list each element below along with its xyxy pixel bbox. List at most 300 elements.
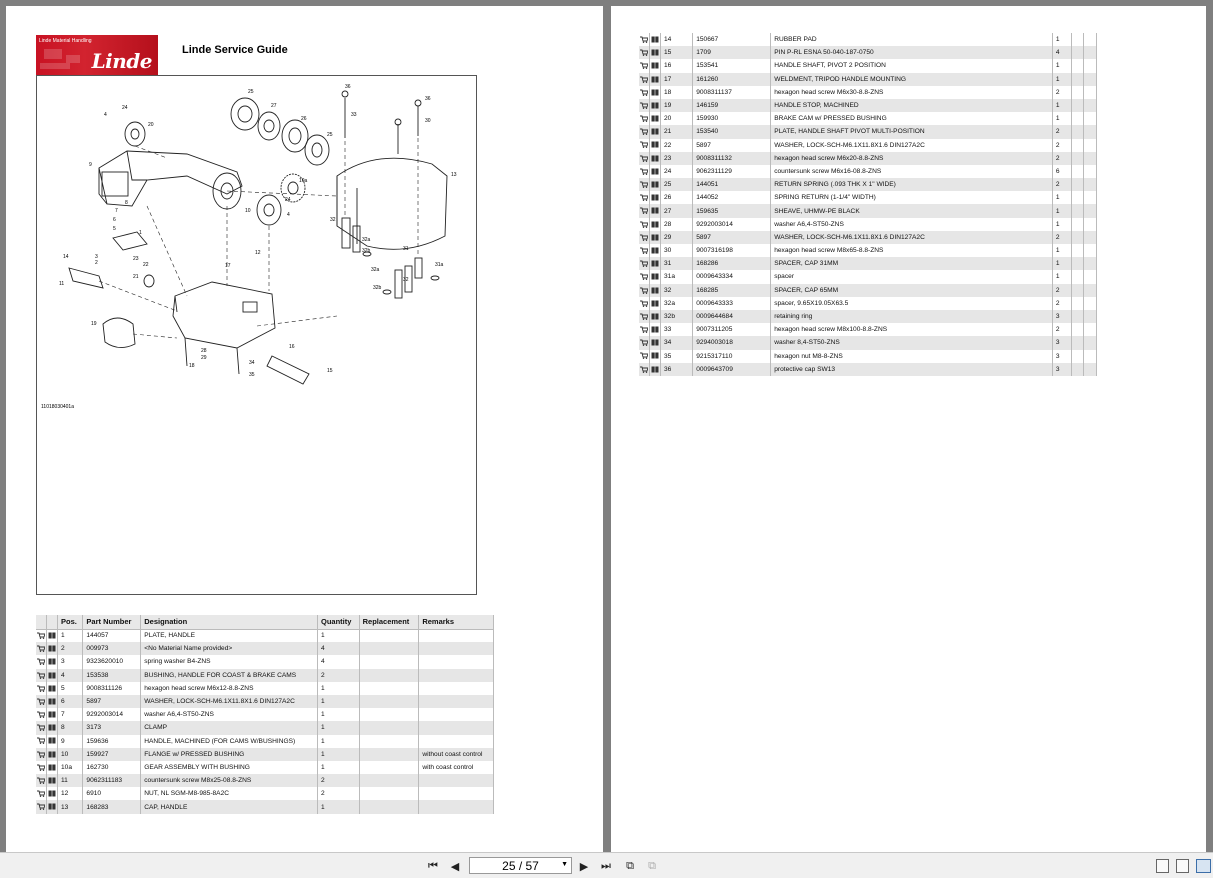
cart-icon[interactable] — [640, 62, 648, 69]
chevron-down-icon: ▼ — [561, 861, 568, 868]
table-row — [639, 125, 1097, 138]
header-quantity: Quantity — [318, 615, 360, 629]
callout-label: 9 — [89, 162, 92, 168]
spring-cam-25 — [231, 98, 259, 130]
add-to-cart-cell — [639, 125, 650, 138]
remarks-cell — [1084, 204, 1097, 217]
designation-cell: spacer — [771, 270, 1053, 283]
book-icon[interactable] — [651, 181, 659, 188]
remarks-cell — [1084, 152, 1097, 165]
single-page-view-icon[interactable] — [1156, 859, 1169, 873]
book-icon[interactable] — [651, 287, 659, 294]
table-row — [639, 99, 1097, 112]
part-number-cell: 161260 — [693, 73, 771, 86]
quantity-cell: 2 — [1052, 152, 1071, 165]
book-icon[interactable] — [651, 260, 659, 267]
book-icon[interactable] — [48, 751, 56, 758]
pivot-plate-14 — [69, 268, 103, 288]
table-row — [639, 191, 1097, 204]
pos-cell: 2 — [58, 642, 83, 655]
quantity-cell: 2 — [318, 774, 360, 787]
handle-stop-19 — [103, 318, 135, 348]
book-icon[interactable] — [48, 737, 56, 744]
book-icon[interactable] — [48, 777, 56, 784]
book-icon[interactable] — [651, 102, 659, 109]
info-cell — [650, 112, 661, 125]
table-row — [639, 59, 1097, 72]
info-cell — [47, 629, 58, 642]
callout-label: 32 — [330, 217, 336, 223]
cart-icon[interactable] — [37, 685, 45, 692]
book-icon[interactable] — [651, 247, 659, 254]
info-cell — [47, 642, 58, 655]
book-icon[interactable] — [48, 803, 56, 810]
info-cell — [47, 735, 58, 748]
replacement-cell — [1071, 99, 1084, 112]
book-icon[interactable] — [651, 128, 659, 135]
cart-icon[interactable] — [640, 181, 648, 188]
replacement-cell — [1071, 46, 1084, 59]
quantity-cell: 1 — [1052, 218, 1071, 231]
replacement-cell — [1071, 112, 1084, 125]
book-icon[interactable] — [651, 49, 659, 56]
handle-plate-box — [102, 172, 128, 196]
info-cell — [650, 204, 661, 217]
replacement-cell — [1071, 33, 1084, 46]
info-cell — [47, 721, 58, 734]
add-to-cart-cell — [639, 270, 650, 283]
add-to-cart-cell — [639, 33, 650, 46]
replacement-cell — [359, 735, 419, 748]
book-icon[interactable] — [48, 685, 56, 692]
pos-cell: 14 — [661, 33, 693, 46]
replacement-cell — [359, 655, 419, 668]
remarks-cell — [1084, 165, 1097, 178]
pos-cell: 21 — [661, 125, 693, 138]
book-icon[interactable] — [651, 300, 659, 307]
table-row — [36, 721, 494, 734]
remarks-cell — [1084, 284, 1097, 297]
callout-label: 35 — [249, 372, 255, 378]
callout-label: 2 — [95, 260, 98, 266]
info-cell — [47, 655, 58, 668]
quantity-cell: 1 — [1052, 257, 1071, 270]
remarks-cell — [419, 708, 494, 721]
info-cell — [650, 297, 661, 310]
remarks-cell — [1084, 99, 1097, 112]
replacement-cell — [359, 721, 419, 734]
callout-label: 32b — [362, 248, 371, 254]
table-row — [639, 46, 1097, 59]
pos-cell: 28 — [661, 218, 693, 231]
callout-label: 23 — [133, 256, 139, 262]
add-to-cart-cell — [36, 761, 47, 774]
quantity-cell: 1 — [318, 721, 360, 734]
book-icon[interactable] — [651, 339, 659, 346]
callout-label: 10a — [299, 178, 308, 184]
replacement-cell — [1071, 363, 1084, 376]
book-icon[interactable] — [48, 711, 56, 718]
info-cell — [650, 284, 661, 297]
callout-label: 12 — [255, 250, 261, 256]
info-cell — [650, 310, 661, 323]
quantity-cell: 3 — [1052, 336, 1071, 349]
replacement-cell — [1071, 257, 1084, 270]
cart-icon[interactable] — [640, 102, 648, 109]
designation-cell: hexagon head screw M6x12-8.8-ZNS — [141, 682, 318, 695]
add-to-cart-cell — [639, 218, 650, 231]
callout-label: 14 — [63, 254, 69, 260]
add-to-cart-cell — [36, 655, 47, 668]
continuous-view-icon[interactable] — [1176, 859, 1189, 873]
remarks-cell — [419, 669, 494, 682]
book-icon[interactable] — [651, 207, 659, 214]
cart-icon[interactable] — [37, 711, 45, 718]
callout-label: 25 — [327, 132, 333, 138]
table-row — [639, 86, 1097, 99]
next-page-icon[interactable]: ▶ — [579, 860, 589, 873]
part-number-cell: 3173 — [83, 721, 141, 734]
designation-cell: GEAR ASSEMBLY WITH BUSHING — [141, 761, 318, 774]
info-cell — [47, 682, 58, 695]
quantity-cell: 2 — [1052, 125, 1071, 138]
part-number-cell: 144051 — [693, 178, 771, 191]
header-pos: Pos. — [58, 615, 83, 629]
part-number-cell: 009973 — [83, 642, 141, 655]
info-cell — [47, 774, 58, 787]
spring-cam-26 — [282, 120, 308, 152]
cart-icon[interactable] — [640, 168, 648, 175]
callout-label: 31 — [403, 246, 409, 252]
pos-cell: 18 — [661, 86, 693, 99]
remarks-cell — [419, 774, 494, 787]
info-cell — [47, 695, 58, 708]
part-number-cell: 1709 — [693, 46, 771, 59]
callout-label: 20 — [148, 122, 154, 128]
table-row — [36, 708, 494, 721]
designation-cell: spacer, 9.65X19.05X63.5 — [771, 297, 1053, 310]
pivot-21 — [144, 275, 154, 287]
callout-label: 3 — [95, 254, 98, 260]
callout-label: 11 — [59, 281, 65, 287]
designation-cell: protective cap SW13 — [771, 363, 1053, 376]
cart-icon[interactable] — [640, 300, 648, 307]
table-row — [639, 152, 1097, 165]
part-number-cell: 9008311137 — [693, 86, 771, 99]
quantity-cell: 1 — [1052, 270, 1071, 283]
cart-icon[interactable] — [37, 698, 45, 705]
pos-cell: 11 — [58, 774, 83, 787]
book-icon[interactable] — [48, 645, 56, 652]
table-row — [639, 204, 1097, 217]
last-page-icon[interactable]: ⏭ — [601, 859, 611, 872]
replacement-cell — [1071, 165, 1084, 178]
remarks-cell — [419, 735, 494, 748]
cart-icon[interactable] — [37, 790, 45, 797]
callout-label: 27 — [271, 103, 277, 109]
cart-icon[interactable] — [640, 234, 648, 241]
designation-cell: PLATE, HANDLE SHAFT PIVOT MULTI-POSITION — [771, 125, 1053, 138]
add-to-cart-cell — [36, 787, 47, 800]
cart-icon[interactable] — [37, 777, 45, 784]
cart-icon[interactable] — [640, 287, 648, 294]
cart-icon[interactable] — [640, 366, 648, 373]
callout-label: 34 — [249, 360, 255, 366]
logo-tagline: Linde Material Handling — [39, 38, 92, 44]
book-icon[interactable] — [651, 366, 659, 373]
book-icon[interactable] — [48, 790, 56, 797]
quantity-cell: 1 — [1052, 112, 1071, 125]
info-cell — [650, 99, 661, 112]
table-row — [639, 139, 1097, 152]
table-row — [36, 748, 494, 761]
info-cell — [47, 708, 58, 721]
cart-icon[interactable] — [37, 737, 45, 744]
remarks-cell — [1084, 336, 1097, 349]
cart-icon[interactable] — [640, 49, 648, 56]
cart-icon[interactable] — [640, 76, 648, 83]
remarks-cell — [1084, 86, 1097, 99]
quantity-cell: 2 — [1052, 139, 1071, 152]
cart-icon[interactable] — [640, 221, 648, 228]
cart-icon[interactable] — [640, 155, 648, 162]
table-row — [639, 284, 1097, 297]
designation-cell: HANDLE STOP, MACHINED — [771, 99, 1053, 112]
remarks-cell — [419, 642, 494, 655]
info-cell — [650, 323, 661, 336]
cart-icon[interactable] — [640, 141, 648, 148]
quantity-cell: 1 — [318, 682, 360, 695]
cart-icon[interactable] — [37, 632, 45, 639]
page-number-select[interactable] — [469, 857, 572, 874]
cart-icon[interactable] — [640, 89, 648, 96]
book-icon[interactable] — [651, 313, 659, 320]
cart-icon[interactable] — [37, 645, 45, 652]
cart-icon[interactable] — [640, 115, 648, 122]
add-to-cart-cell — [36, 682, 47, 695]
linde-logo — [36, 35, 158, 75]
book-icon[interactable] — [48, 724, 56, 731]
handle-cap-13 — [337, 158, 447, 249]
pos-cell: 7 — [58, 708, 83, 721]
replacement-cell — [1071, 336, 1084, 349]
cart-icon[interactable] — [640, 352, 648, 359]
callout-label: 21 — [133, 274, 139, 280]
book-icon[interactable] — [651, 62, 659, 69]
replacement-cell — [1071, 178, 1084, 191]
cart-icon[interactable] — [37, 803, 45, 810]
quantity-cell: 6 — [1052, 165, 1071, 178]
cart-icon[interactable] — [640, 207, 648, 214]
cart-icon[interactable] — [640, 36, 648, 43]
book-icon[interactable] — [651, 273, 659, 280]
pos-cell: 10 — [58, 748, 83, 761]
spacer-32 — [342, 218, 350, 248]
quantity-cell: 2 — [318, 787, 360, 800]
table-row — [639, 231, 1097, 244]
callout-label: 17 — [225, 263, 231, 269]
pos-cell: 29 — [661, 231, 693, 244]
part-number-cell: 9294003018 — [693, 336, 771, 349]
cart-icon[interactable] — [640, 194, 648, 201]
book-icon[interactable] — [48, 632, 56, 639]
designation-cell: PIN P-RL ESNA 50-040-187-0750 — [771, 46, 1053, 59]
forward-view-icon[interactable]: ⧉ — [648, 859, 656, 872]
pos-cell: 30 — [661, 244, 693, 257]
remarks-cell: with coast control — [419, 761, 494, 774]
designation-cell: HANDLE SHAFT, PIVOT 2 POSITION — [771, 59, 1053, 72]
part-number-cell: 0009643334 — [693, 270, 771, 283]
cart-icon[interactable] — [640, 247, 648, 254]
page-right — [611, 6, 1206, 852]
cart-icon[interactable] — [37, 764, 45, 771]
quantity-cell: 1 — [318, 748, 360, 761]
book-icon[interactable] — [48, 658, 56, 665]
first-page-icon[interactable]: ⏮ — [428, 859, 438, 872]
callout-label: 26 — [301, 116, 307, 122]
part-number-cell: 168285 — [693, 284, 771, 297]
designation-cell: SPRING RETURN (1-1/4" WIDTH) — [771, 191, 1053, 204]
replacement-cell — [359, 669, 419, 682]
designation-cell: FLANGE w/ PRESSED BUSHING — [141, 748, 318, 761]
book-icon[interactable] — [48, 672, 56, 679]
designation-cell: countersunk screw M8x25-08.8-ZNS — [141, 774, 318, 787]
pos-cell: 9 — [58, 735, 83, 748]
pos-cell: 25 — [661, 178, 693, 191]
designation-cell: spring washer B4-ZNS — [141, 655, 318, 668]
callout-label: 36 — [425, 96, 431, 102]
handle-shaft-16 — [267, 356, 309, 384]
book-icon[interactable] — [48, 698, 56, 705]
cart-icon[interactable] — [640, 128, 648, 135]
document-title: Linde Service Guide — [182, 44, 288, 56]
add-to-cart-cell — [639, 336, 650, 349]
remarks-cell — [419, 800, 494, 813]
pos-cell: 22 — [661, 139, 693, 152]
info-cell — [650, 33, 661, 46]
part-number-cell: 6910 — [83, 787, 141, 800]
designation-cell: NUT, NL SGM-M8-985-8A2C — [141, 787, 318, 800]
add-to-cart-cell — [36, 721, 47, 734]
remarks-cell — [1084, 125, 1097, 138]
spring-cam-25b — [305, 135, 329, 165]
part-number-cell: 0009643709 — [693, 363, 771, 376]
replacement-cell — [359, 682, 419, 695]
add-to-cart-cell — [36, 800, 47, 813]
back-view-icon[interactable]: ⧉ — [626, 859, 634, 872]
table-row — [639, 270, 1097, 283]
remarks-cell — [1084, 178, 1097, 191]
callout-label: 24 — [122, 105, 128, 111]
add-to-cart-cell — [639, 46, 650, 59]
table-row — [36, 761, 494, 774]
quantity-cell: 1 — [1052, 99, 1071, 112]
replacement-cell — [1071, 73, 1084, 86]
info-cell — [650, 125, 661, 138]
cart-icon[interactable] — [640, 273, 648, 280]
book-icon[interactable] — [651, 155, 659, 162]
quantity-cell: 2 — [318, 669, 360, 682]
two-page-view-icon[interactable] — [1196, 859, 1211, 873]
cart-icon[interactable] — [37, 672, 45, 679]
table-row — [36, 669, 494, 682]
designation-cell: hexagon head screw M6x20-8.8-ZNS — [771, 152, 1053, 165]
replacement-cell — [1071, 204, 1084, 217]
remarks-cell — [1084, 297, 1097, 310]
cart-icon[interactable] — [37, 724, 45, 731]
add-to-cart-cell — [36, 629, 47, 642]
cart-icon[interactable] — [37, 751, 45, 758]
add-to-cart-cell — [36, 642, 47, 655]
info-cell — [650, 191, 661, 204]
book-icon[interactable] — [651, 221, 659, 228]
designation-cell: WASHER, LOCK-SCH-M6.1X11.8X1.6 DIN127A2C — [141, 695, 318, 708]
cart-icon[interactable] — [640, 260, 648, 267]
designation-cell: WASHER, LOCK-SCH-M6.1X11.8X1.6 DIN127A2C — [771, 139, 1053, 152]
part-number-cell: 144057 — [83, 629, 141, 642]
cart-icon[interactable] — [640, 339, 648, 346]
book-icon[interactable] — [651, 352, 659, 359]
replacement-cell — [1071, 323, 1084, 336]
add-to-cart-cell — [36, 748, 47, 761]
quantity-cell: 1 — [1052, 73, 1071, 86]
replacement-cell — [1071, 310, 1084, 323]
quantity-cell: 4 — [318, 655, 360, 668]
remarks-cell — [419, 721, 494, 734]
cart-icon[interactable] — [640, 326, 648, 333]
table-row — [639, 323, 1097, 336]
add-to-cart-cell — [639, 99, 650, 112]
pos-cell: 20 — [661, 112, 693, 125]
book-icon[interactable] — [651, 89, 659, 96]
book-icon[interactable] — [651, 234, 659, 241]
remarks-cell — [419, 655, 494, 668]
cart-icon[interactable] — [640, 313, 648, 320]
callout-label: 4 — [287, 212, 290, 218]
book-icon[interactable] — [651, 168, 659, 175]
remarks-cell — [419, 682, 494, 695]
book-icon[interactable] — [651, 141, 659, 148]
pos-cell: 23 — [661, 152, 693, 165]
book-icon[interactable] — [48, 764, 56, 771]
info-cell — [650, 350, 661, 363]
book-icon[interactable] — [651, 115, 659, 122]
replacement-cell — [359, 787, 419, 800]
table-row — [639, 363, 1097, 376]
add-to-cart-cell — [639, 363, 650, 376]
book-icon[interactable] — [651, 194, 659, 201]
quantity-cell: 1 — [318, 761, 360, 774]
table-row — [639, 112, 1097, 125]
cart-icon[interactable] — [37, 658, 45, 665]
book-icon[interactable] — [651, 36, 659, 43]
designation-cell: BUSHING, HANDLE FOR COAST & BRAKE CAMS — [141, 669, 318, 682]
book-icon[interactable] — [651, 76, 659, 83]
remarks-cell — [419, 787, 494, 800]
pos-cell: 1 — [58, 629, 83, 642]
pos-cell: 3 — [58, 655, 83, 668]
pos-cell: 31a — [661, 270, 693, 283]
designation-cell: <No Material Name provided> — [141, 642, 318, 655]
book-icon[interactable] — [651, 326, 659, 333]
info-cell — [650, 257, 661, 270]
table-row — [639, 165, 1097, 178]
prev-page-icon[interactable]: ◀ — [450, 860, 460, 873]
part-number-cell: 9008311126 — [83, 682, 141, 695]
remarks-cell — [1084, 350, 1097, 363]
info-cell — [650, 363, 661, 376]
add-to-cart-cell — [639, 165, 650, 178]
